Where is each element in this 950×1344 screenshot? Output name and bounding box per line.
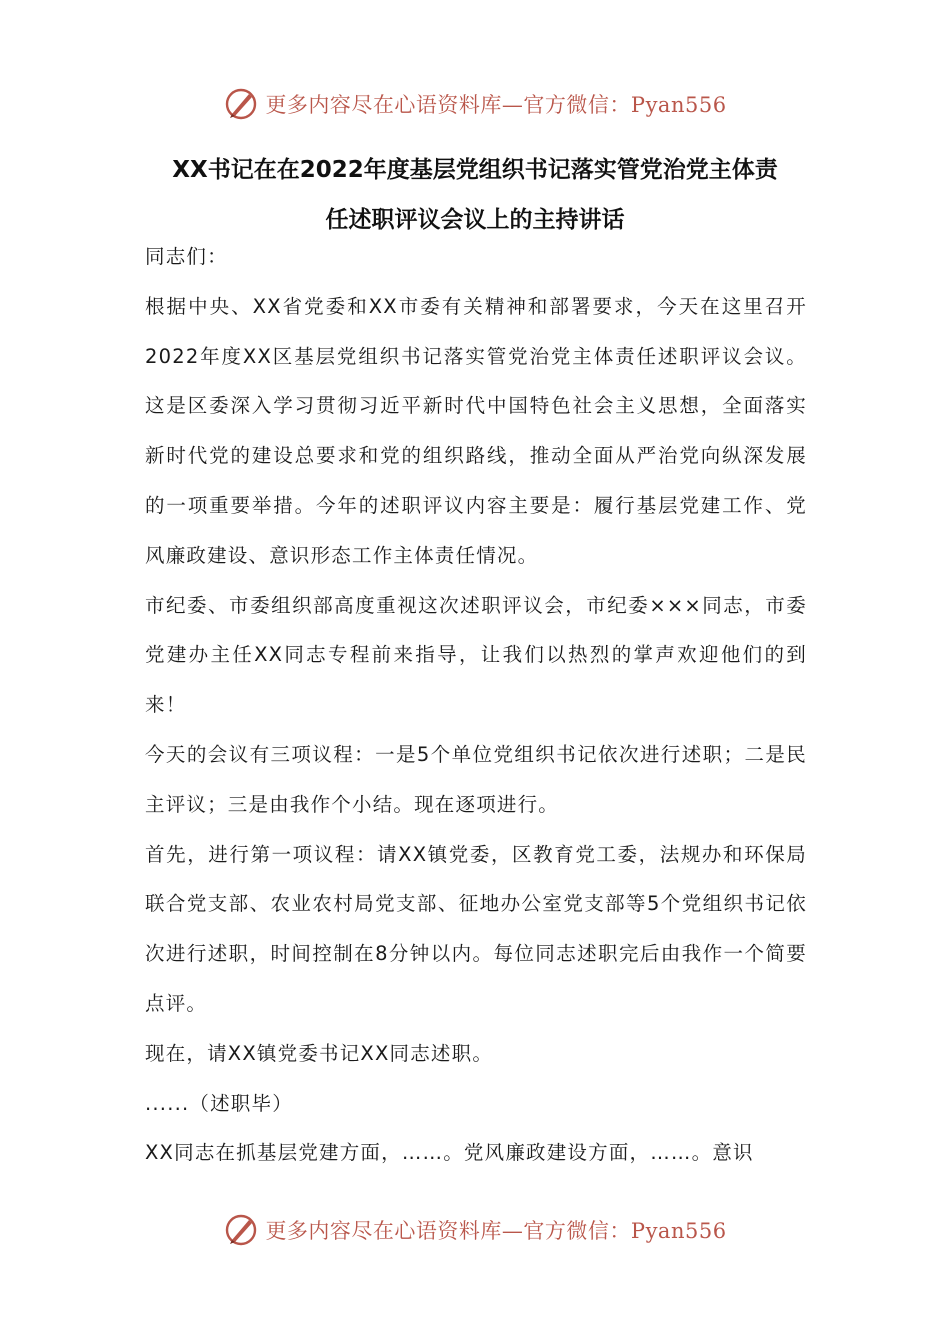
pen-quill-logo-icon — [223, 86, 259, 122]
intro-paragraph: 根据中央、XX省党委和XX市委有关精神和部署要求，今天在这里召开2022年度XX区基层党组织书记落实管党治党主体责任述职评议会议。这是区委深入学习贯彻习近平新时代中国特色社会主义思想，全面落实新时代党的建设总要求和党的组织路线，推动全面从严治党向纵深发展的一项重要举措。今年的述职评议内容主要是：履行基层党建工作、党风廉政建设、意识形态工作主体责任情况。 — [145, 294, 807, 567]
greeting-paragraph: 同志们： — [145, 245, 228, 268]
header-banner-text: 更多内容尽在心语资料库—官方微信：Pyan556 — [265, 93, 727, 117]
comment-paragraph: XX同志在抓基层党建方面，……。党风廉政建设方面，……。意识 — [145, 1141, 754, 1165]
first-speaker-paragraph: 现在，请XX镇党委书记XX同志述职。 — [145, 1041, 494, 1065]
footer-banner[interactable] — [0, 1208, 950, 1252]
agenda-paragraph: 今天的会议有三项议程：一是5个单位党组织书记依次进行述职；二是民主评议；三是由我作个小结。现在逐项进行。 — [145, 742, 807, 816]
document-body — [145, 232, 807, 1178]
title-line-1: XX书记在在2022年度基层党组织书记落实管党治党主体责 — [172, 157, 778, 183]
speech-ended-paragraph: ......（述职毕） — [145, 1091, 293, 1115]
page-title — [140, 145, 810, 245]
guests-paragraph: 市纪委、市委组织部高度重视这次述职评议会，市纪委×××同志，市委党建办主任XX同志专程前来指导，让我们以热烈的掌声欢迎他们的到来！ — [145, 593, 807, 717]
first-item-paragraph: 首先，进行第一项议程：请XX镇党委，区教育党工委，法规办和环保局联合党支部、农业农村局党支部、征地办公室党支部等5个党组织书记依次进行述职，时间控制在8分钟以内。每位同志述职完后由我作一个简要点评。 — [145, 842, 807, 1015]
title-line-2: 任述职评议会议上的主持讲话 — [325, 207, 625, 233]
footer-banner-text: 更多内容尽在心语资料库—官方微信：Pyan556 — [265, 1219, 727, 1243]
header-banner[interactable] — [0, 82, 950, 126]
pen-quill-logo-icon — [223, 1212, 259, 1248]
